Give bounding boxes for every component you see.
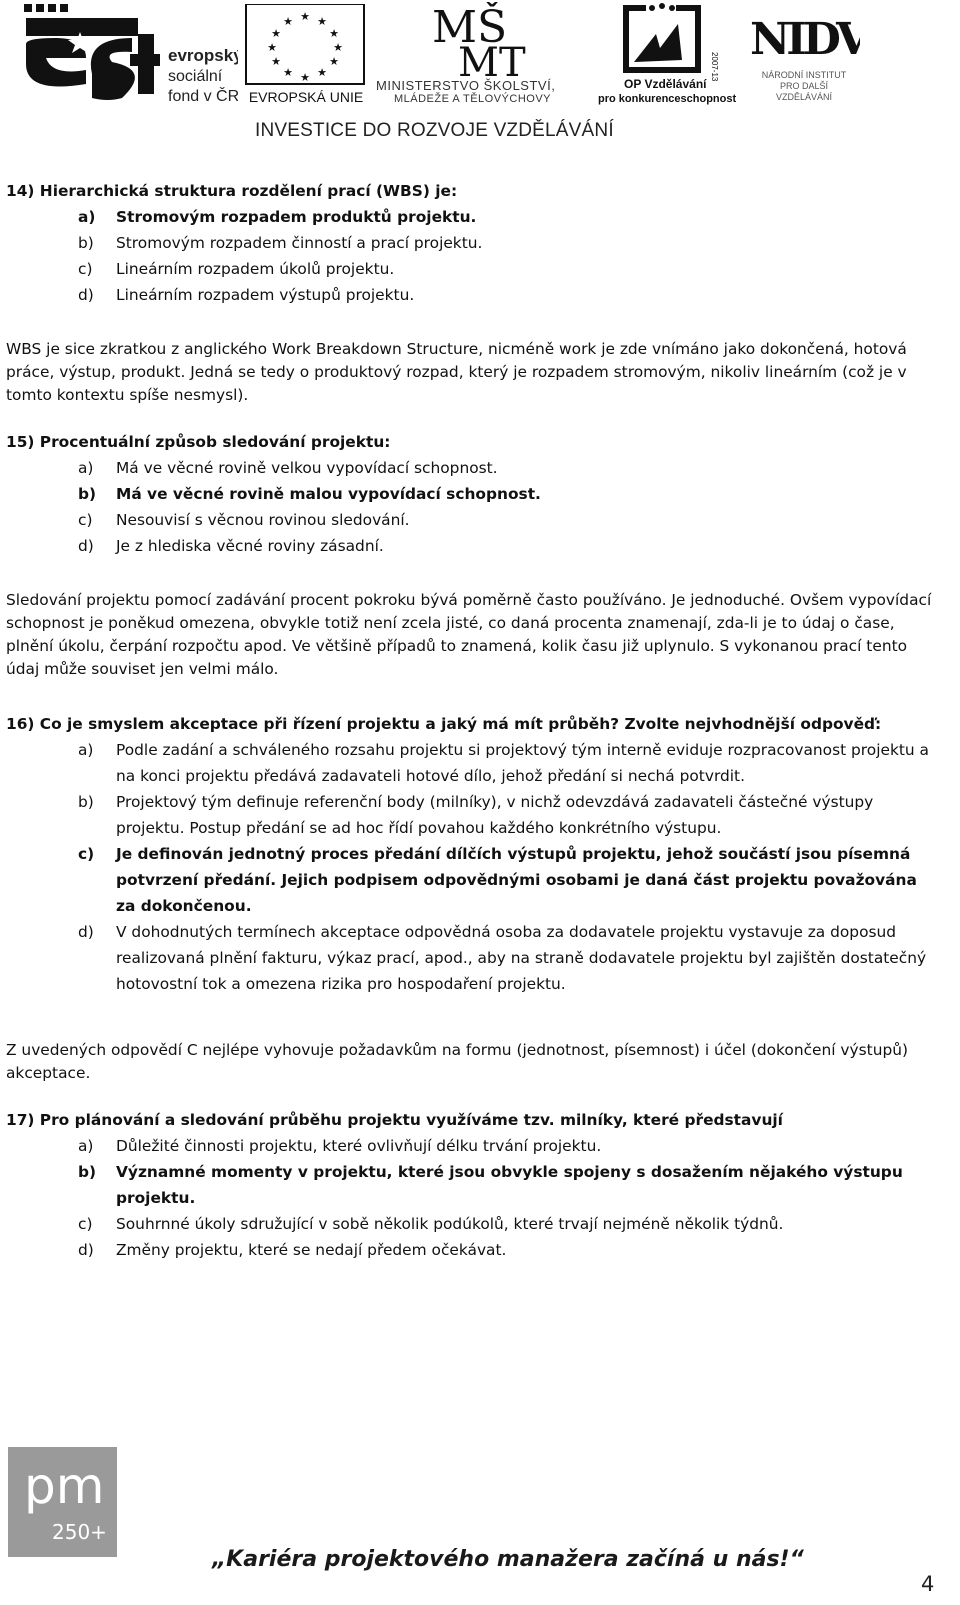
op-line1: OP Vzdělávání [624, 77, 707, 91]
op-line2: pro konkurenceschopnost [598, 93, 736, 105]
q15-option-c: c) Nesouvisí s věcnou rovinou sledování. [78, 511, 410, 529]
eu-flag-icon [244, 4, 368, 104]
q17-option-c: c) Souhrnné úkoly sdružující v sobě několik podúkolů, které trvají nejméně několik týdnů. [78, 1215, 784, 1233]
esf-text-3: fond v ČR [168, 88, 238, 105]
pm250-logo [8, 1447, 117, 1557]
svg-text:★: ★ [283, 15, 293, 28]
esf-logo [18, 4, 238, 109]
msmt-logo [376, 2, 591, 106]
q16-option-c: c) Je definován jednotný proces předání dílčích výstupů projektu, jehož součástí jsou písemná potvrzení předání. Jejich podpisem odpovědnými osobami je daná část projektu považována za dokončenou. [78, 845, 917, 915]
document-content [6, 178, 936, 1263]
q14-option-b: b) Stromovým rozpadem činností a prací projektu. [78, 234, 483, 252]
esf-mark-icon [18, 4, 238, 109]
nidv-logo [748, 4, 860, 108]
eu-label: EVROPSKÁ UNIE [248, 89, 364, 104]
esf-text-2: sociální [168, 68, 223, 85]
svg-text:★: ★ [317, 15, 327, 28]
msmt-line1: MINISTERSTVO ŠKOLSTVÍ, [376, 78, 556, 93]
header-tagline: INVESTICE DO ROZVOJE VZDĚLÁVÁNÍ [255, 120, 614, 141]
q16-option-a: a) Podle zadání a schváleného rozsahu projektu si projektový tým interně eviduje rozpracovanost projektu a na konci projektu předává zadavateli hotové dílo, jehož předání si nechá potvrdit. [78, 741, 929, 785]
svg-text:NIDV: NIDV [750, 14, 860, 65]
svg-text:★: ★ [283, 66, 293, 79]
q15-explanation: Sledování projektu pomocí zadávání procent pokroku bývá poměrně často používáno. Je jednoduché. Ovšem vypovídací schopnost je poněkud omezena, obvykle totiž není zcela jisté, co daná procenta znamenají, zda-li je to údaj o čase, plnění úkolu, čerpání rozpočtu apod. Ve většině případů to znamená, kolik času již uplynulo. S vykonanou prací tento údaj může souviset jen velmi málo. [6, 591, 932, 678]
msmt-line2: MLÁDEŽE A TĚLOVÝCHOVY [394, 93, 552, 105]
svg-text:MT: MT [458, 40, 526, 86]
q16-option-b: b) Projektový tým definuje referenční body (milníky), v nichž odevzdává zadavateli částečné výstupy projektu. Postup předání se ad hoc řídí povahou každého konkrétního výstupu. [78, 793, 874, 837]
q15-option-d: d) Je z hlediska věcné roviny zásadní. [78, 537, 384, 555]
page-number: 4 [921, 1572, 935, 1596]
svg-text:MŠ: MŠ [432, 2, 508, 53]
msmt-mark-icon [376, 2, 591, 106]
question-17: 17) Pro plánování a sledování průběhu projektu využíváme tzv. milníky, které představují [6, 1111, 783, 1129]
op-logo [596, 2, 736, 106]
question-15: 15) Procentuální způsob sledování projektu: [6, 433, 391, 451]
q17-option-d: d) Změny projektu, které se nedají předem očekávat. [78, 1241, 507, 1259]
svg-text:★: ★ [267, 41, 277, 54]
nidv-line3: VZDĚLÁVÁNÍ [775, 92, 833, 102]
svg-text:★: ★ [300, 10, 310, 23]
q17-option-b: b) Významné momenty v projektu, které jsou obvykle spojeny s dosažením nějakého výstupu projektu. [78, 1163, 903, 1207]
nidv-line1: NÁRODNÍ INSTITUT [761, 70, 847, 80]
q16-option-d: d) V dohodnutých termínech akceptace odpovědná osoba za dodavatele projektu vystavuje za doposud realizovaná plnění fakturu, výkaz prací, apod., aby na straně dodavatele projektu byl zajištěn dostatečný hotovostní tok a omezena rizika pro hospodaření projektu. [78, 923, 927, 993]
pm-logo-number: 250+ [52, 1520, 107, 1544]
nidv-mark-icon [748, 4, 860, 108]
esf-text-1: evropský [168, 46, 238, 65]
q14-option-a: a) Stromovým rozpadem produktů projektu. [78, 208, 477, 226]
q14-explanation: WBS je sice zkratkou z anglického Work Breakdown Structure, nicméně work je zde vnímáno jako dokončená, hotová práce, výstup, produkt. Jedná se tedy o produktový rozpad, který je rozpadem stromovým, nikoliv lineárním (což je v tomto kontextu spíše nesmysl). [6, 340, 907, 404]
op-years: 2007-13 [710, 52, 719, 82]
question-16: 16) Co je smyslem akceptace při řízení projektu a jaký má mít průběh? Zvolte nejvhodnější odpověď: [6, 715, 882, 733]
q14-option-c: c) Lineárním rozpadem úkolů projektu. [78, 260, 395, 278]
q15-option-b: b) Má ve věcné rovině malou vypovídací schopnost. [78, 485, 541, 503]
svg-text:★: ★ [329, 27, 339, 40]
svg-text:★: ★ [317, 66, 327, 79]
svg-text:★: ★ [300, 71, 310, 84]
q16-explanation: Z uvedených odpovědí C nejlépe vyhovuje požadavkům na formu (jednotnost, písemnost) i účel (dokončení výstupů) akceptace. [6, 1041, 908, 1082]
nidv-line2: PRO DALŠÍ [779, 81, 829, 91]
svg-text:★: ★ [271, 55, 281, 68]
op-mark-icon [596, 2, 736, 106]
pm-logo-text: pm [24, 1457, 105, 1515]
q14-option-d: d) Lineárním rozpadem výstupů projektu. [78, 286, 415, 304]
svg-text:★: ★ [333, 41, 343, 54]
eu-logo [244, 4, 368, 104]
q17-option-a: a) Důležité činnosti projektu, které ovlivňují délku trvání projektu. [78, 1137, 602, 1155]
svg-text:★: ★ [329, 55, 339, 68]
footer-slogan: „Kariéra projektového manažera začíná u nás!“ [212, 1547, 804, 1572]
q15-option-a: a) Má ve věcné rovině velkou vypovídací schopnost. [78, 459, 498, 477]
question-14: 14) Hierarchická struktura rozdělení prací (WBS) je: [6, 182, 458, 200]
svg-text:★: ★ [271, 27, 281, 40]
